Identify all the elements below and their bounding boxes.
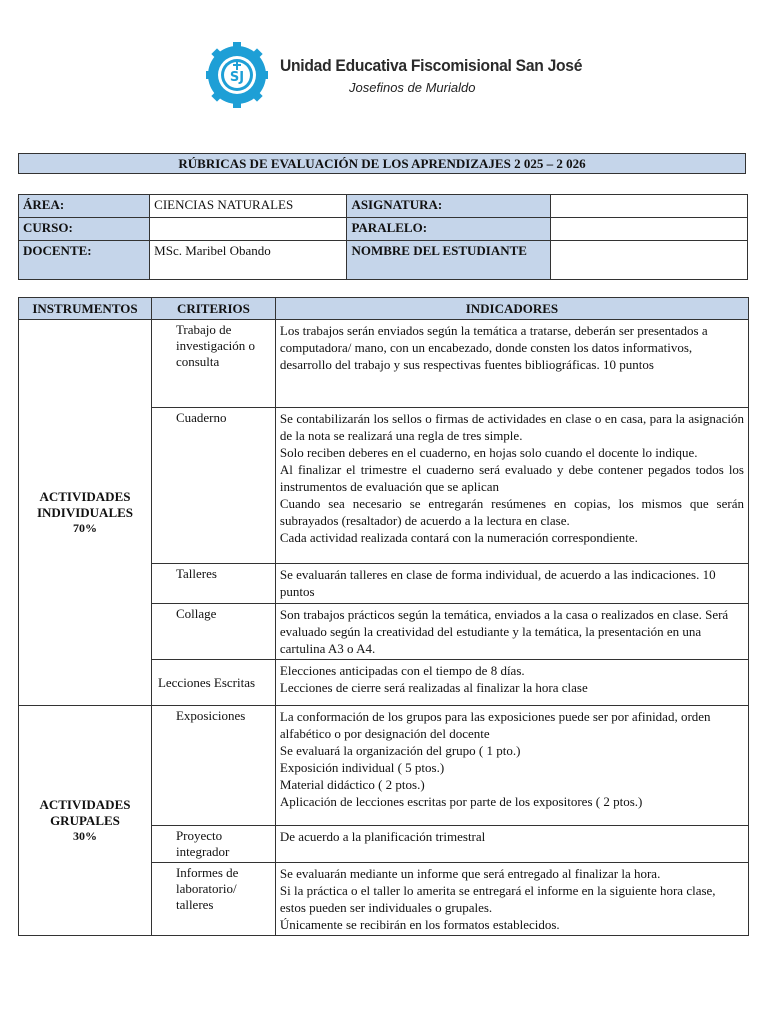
instrumento-name: ACTIVIDADES GRUPALES [39,797,131,828]
curso-field[interactable] [150,218,347,241]
indicadores-cell [275,564,748,604]
indicador-line: Se evaluarán talleres en clase de forma individual, de acuerdo a las indicaciones. 10 puntos [279,567,716,599]
school-name: Unidad Educativa Fiscomisional San José [280,56,583,75]
school-logo-icon [206,42,268,108]
indicador-line: Si la práctica o el taller lo amerita se entregará el informe en la siguiente hora clase, estos pueden ser individuales o grupales. [279,883,716,915]
header-criterios: CRITERIOS [151,298,275,320]
indicador-line: Lecciones de cierre será realizadas al finalizar la hora clase [279,680,588,695]
indicador-line: De acuerdo a la planificación trimestral [279,829,486,844]
header-indicadores: INDICADORES [275,298,748,320]
indicadores-cell [275,408,748,564]
area-value: CIENCIAS NATURALES [150,195,347,218]
indicador-line: Exposición individual ( 5 ptos.) [279,760,445,775]
area-label: ÁREA: [19,195,150,218]
curso-label: CURSO: [19,218,150,241]
school-subtitle: Josefinos de Murialdo [349,80,476,95]
indicador-line: Los trabajos serán enviados según la temática a tratarse, deberán ser presentados a computadora/ mano, con un encabezado, donde consten los datos informativos, desarrollo del trabajo y sus respectivas fuentes bibliográficas. 10 puntos [279,323,708,372]
indicadores-cell [275,706,748,826]
indicador-line: Únicamente se recibirán en los formatos establecidos. [279,917,560,932]
document-title: RÚBRICAS DE EVALUACIÓN DE LOS APRENDIZAJES 2 025 – 2 026 [18,153,746,174]
indicador-line: Aplicación de lecciones escritas por parte de los expositores ( 2 ptos.) [279,794,643,809]
criterio-cell: Lecciones Escritas [151,660,275,706]
criterio-cell: Talleres [151,564,275,604]
estudiante-field[interactable] [550,241,747,280]
indicadores-cell [275,660,748,706]
criterio-cell: Informes de laboratorio/ talleres [151,863,275,936]
criterio-cell: Collage [151,604,275,660]
criterio-cell: Proyecto integrador [151,826,275,863]
instrumento-percent: 70% [72,521,97,535]
instrumento-percent: 30% [72,829,97,843]
svg-text:SJ: SJ [229,70,245,85]
docente-label: DOCENTE: [19,241,150,280]
indicador-line: Cada actividad realizada contará con la numeración correspondiente. [279,530,638,545]
paralelo-field[interactable] [550,218,747,241]
indicador-line: Cuando sea necesario se entregarán resúmenes en copias, los mismos que serán subrayados (resaltador) de acuerdo a la lectura en clase. [279,496,744,528]
indicadores-cell [275,604,748,660]
indicador-line: Elecciones anticipadas con el tiempo de 8 días. [279,663,525,678]
indicadores-cell [275,863,748,936]
rubric-row [19,320,749,408]
criterio-cell: Trabajo de investigación o consulta [151,320,275,408]
indicadores-cell [275,826,748,863]
school-header [0,40,768,110]
docente-value: MSc. Maribel Obando [150,241,347,280]
rubric-table [18,297,749,936]
criterio-cell: Cuaderno [151,408,275,564]
instrumento-name: ACTIVIDADES INDIVIDUALES [36,489,134,520]
indicador-line: Solo reciben deberes en el cuaderno, en hojas solo cuando el docente lo indique. [279,445,698,460]
asignatura-field[interactable] [550,195,747,218]
indicador-line: Se evaluarán mediante un informe que será entregado al finalizar la hora. [279,866,661,881]
instrumento-grupal [19,706,152,936]
paralelo-label: PARALELO: [347,218,550,241]
indicador-line: Se evaluará la organización del grupo ( 1 pto.) [279,743,521,758]
asignatura-label: ASIGNATURA: [347,195,550,218]
indicadores-cell [275,320,748,408]
rubric-row [19,706,749,826]
indicador-line: La conformación de los grupos para las exposiciones puede ser por afinidad, orden alfabético o por designación del docente [279,709,711,741]
estudiante-label: NOMBRE DEL ESTUDIANTE [347,241,550,280]
criterio-cell: Exposiciones [151,706,275,826]
indicador-line: Al finalizar el trimestre el cuaderno será evaluado y debe contener pegados todos los instrumentos de evaluación que se aplican [279,462,744,494]
info-table [18,194,748,280]
indicador-line: Son trabajos prácticos según la temática, enviados a la casa o realizados en clase. Será evaluado según la creatividad del estudiante y la temática, la presentación en una cartulina A3 o A4. [279,607,729,656]
indicador-line: Se contabilizarán los sellos o firmas de actividades en clase o en casa, para la asignación de la nota se realizará una regla de tres simple. [279,411,744,443]
instrumento-individual [19,320,152,706]
header-instrumentos: INSTRUMENTOS [19,298,152,320]
indicador-line: Material didáctico ( 2 ptos.) [279,777,425,792]
